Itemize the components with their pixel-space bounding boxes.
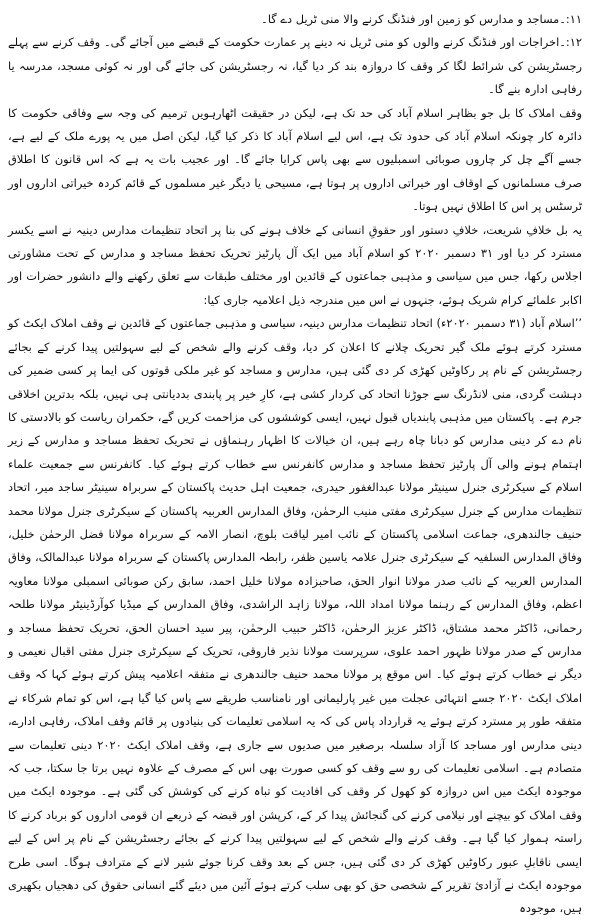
clause-11-paragraph: ۱۱:۔مساجد و مدارس کو زمین اور فنڈنگ کرنے والا منی ٹریل دے گا۔ xyxy=(261,12,582,26)
waqf-bill-scope-paragraph: وقف املاک کا بل جو بظاہر اسلام آباد کی حد تک ہے، لیکن در حقیقت اٹھارہویں ترمیم کی وجہ سے وفاقی حکومت کا دائرہ کار چونکہ اسلام آباد کی حدود تک ہے، اس لیے اسلام آباد کا ذکر کیا گیا، لیکن اصل میں یہ پورے ملک کے لیے ہے، جسے آگے چل کر چاروں صوبائی اسمبلیوں سے بھی پاس کرایا جائے گا۔ اور عجیب بات یہ ہے کہ اس قانون کا اطلاق صرف مسلمانوں کے اوقاف اور خیراتی اداروں پر ہوتا ہے، مسیحی یا دیگر غیر مسلموں کے قائم کردہ خیراتی اداروں اور ٹرسٹس پر اس کا اطلاق نہیں ہوتا۔ xyxy=(8,105,582,214)
clause-12-paragraph: ۱۲:۔اخراجات اور فنڈنگ کرنے والوں کو منی ٹریل نہ دینے پر عمارت حکومت کے قبضے میں آجائے گی۔ وقف کرنے سے پہلے رجسٹریشن کی شرائط لگا کر وقف کا دروازہ بند کر دیا گیا، نہ رجسٹریشن کی جائے گی اور نہ کوئی مسجد، مدرسہ یا رفاہی ادارہ بنے گا۔ xyxy=(8,35,582,97)
rejection-meeting-paragraph: یہ بل خلافِ شریعت، خلافِ دستور اور حقوقِ انسانی کے خلاف ہونے کی بنا پر اتحاد تنظیمات مدارس دینیہ نے اسے یکسر مسترد کر دیا اور ۳۱ دسمبر ۲۰۲۰ کو اسلام آباد میں ایک آل پارٹیز تحریک تحفظ مساجد و مدارس کے تحت مشاورتی اجلاس رکھا، جس میں سیاسی و مذہبی جماعتوں کے قائدین اور مختلف طبقات سے تعلق رکھنے والے دانشور حضرات اور اکابر علمائے کرام شریک ہوئے، جنہوں نے اس میں مندرجہ ذیل اعلامیہ جاری کیا: xyxy=(8,222,582,307)
declaration-quote-paragraph: ’’اسلام آباد (۳۱ دسمبر ۲۰۲۰ء) اتحاد تنظیمات مدارس دینیہ، سیاسی و مذہبی جماعتوں کے قائدین نے وقف املاک ایکٹ کو مسترد کرتے ہوئے ملک گیر تحریک چلانے کا اعلان کر دیا، وقف کرنے والے شخص کے لیے سہولتیں پیدا کرنے کے بجائے رجسٹریشن کے نام پر رکاوٹیں کھڑی کر دی گئی ہیں، مدارس و مساجد کو غیر ملکی قوتوں کی ایما پر کسی ضمیر کی دہشت گردی، منی لانڈرنگ سے جوڑنا اتحاد کی کردار کشی ہے، کارِ خیر پر پابندی بددیانتی ہی نہیں، بلکہ بدترین اخلاقی جرم ہے۔ پاکستان میں مذہبی پابندیاں قبول نہیں، ایسی کوششوں کی مزاحمت کریں گے، حکمران ریاست کو بالادستی کا نام دے کر دینی مدارس کو دبانا چاہ رہے ہیں، ان خیالات کا اظہار رہنماؤں نے تحریک تحفظ مساجد و مدارس کے زیر اہتمام ہونے والی آل پارٹیز تحفظ مساجد و مدارس کانفرنس سے خطاب کرتے ہوئے کیا۔ کانفرنس سے جمعیت علماء اسلام کے سیکرٹری جنرل سینیٹر مولانا عبدالغفور حیدری، جمعیت اہل حدیث پاکستان کے سربراہ سینیٹر ساجد میر، اتحاد تنظیمات مدارس کے جنرل سیکرٹری مفتی منیب الرحمٰن، وفاق المدارس العربیہ پاکستان کے سیکرٹری جنرل مولانا محمد حنیف جالندھری، جماعت اسلامی پاکستان کے نائب امیر لیاقت بلوچ، انصار الامہ کے سربراہ مولانا فضل الرحمٰن خلیل، وفاق المدارس السلفیہ کے سیکرٹری جنرل علامہ یاسین ظفر، رابطہ المدارس پاکستان کے سربراہ مولانا عبدالمالک، وفاق المدارس العربیہ کے نائب صدر مولانا انوار الحق، صاحبزادہ مولانا خلیل احمد، سابق رکن صوبائی اسمبلی مولانا معاویہ اعظم، وفاق المدارس کے رہنما مولانا امداد اللہ، مولانا زاہد الراشدی، وفاق المدارس کے میڈیا کوآرڈینیٹر مولانا طلحہ رحمانی، ڈاکٹر محمد مشتاق، ڈاکٹر عزیز الرحمٰن، ڈاکٹر حبیب الرحمٰن، پیر سید احسان الحق، تحریک تحفظ مساجد و مدارس کے صدر مولانا ظہور احمد علوی، سرپرست مولانا نذیر فاروقی، تحریک کے سیکرٹری جنرل مفتی اقبال نعیمی و دیگر نے خطاب کرتے ہوئے کیا۔ اس موقع پر مولانا محمد حنیف جالندھری نے متفقہ اعلامیہ پیش کرتے ہوئے کہا کہ وقف املاک ایکٹ ۲۰۲۰ جسے انتہائی عجلت میں غیر پارلیمانی اور نامناسب طریقے سے پاس کیا گیا ہے، اس کو تمام شرکاء نے متفقہ طور پر مسترد کرتے ہوئے یہ قرارداد پاس کی کہ یہ اسلامی تعلیمات کی بنیادوں پر قائم وقف املاک، رفاہی ادارے، دینی مدارس اور مساجد کا آزاد سلسلہ برصغیر میں صدیوں سے جاری ہے، وقف املاک ایکٹ ۲۰۲۰ دینی تعلیمات سے متصادم ہے۔ اسلامی تعلیمات کی رو سے وقف کو کسی صورت بھی اس کے مصرف کے علاوہ نہیں برتا جا سکتا، جب کہ موجودہ ایکٹ میں اس دروازہ کو کھول کر وقف کی افادیت کو تباہ کرنے کی کوشش کی گئی ہے۔ موجودہ ایکٹ میں وقف املاک کو بیچنے اور نیلامی کرنے کی گنجائش پیدا کر کے، کرپشن اور قبضہ کے ذریعے ان قومی اداروں کو برباد کرنے کا راستہ ہموار کیا گیا ہے۔ وقف کرنے والے شخص کے لیے سہولتیں پیدا کرنے کے بجائے رجسٹریشن کے نام پر اس کے لیے ایسی ناقابلِ عبور رکاوٹیں کھڑی کر دی گئی ہیں، جس کے بعد وقف کرنا جوئے شیر لانے کے مترادف ہوگا۔ اسی طرح موجودہ ایکٹ نے آزادیٔ تقریر کے شخصی حق کو بھی سلب کرتے ہوئے آئین میں دیئے گئے انسانی حقوق کی دھجیاں بکھیری ہیں، موجودہ xyxy=(8,316,582,916)
